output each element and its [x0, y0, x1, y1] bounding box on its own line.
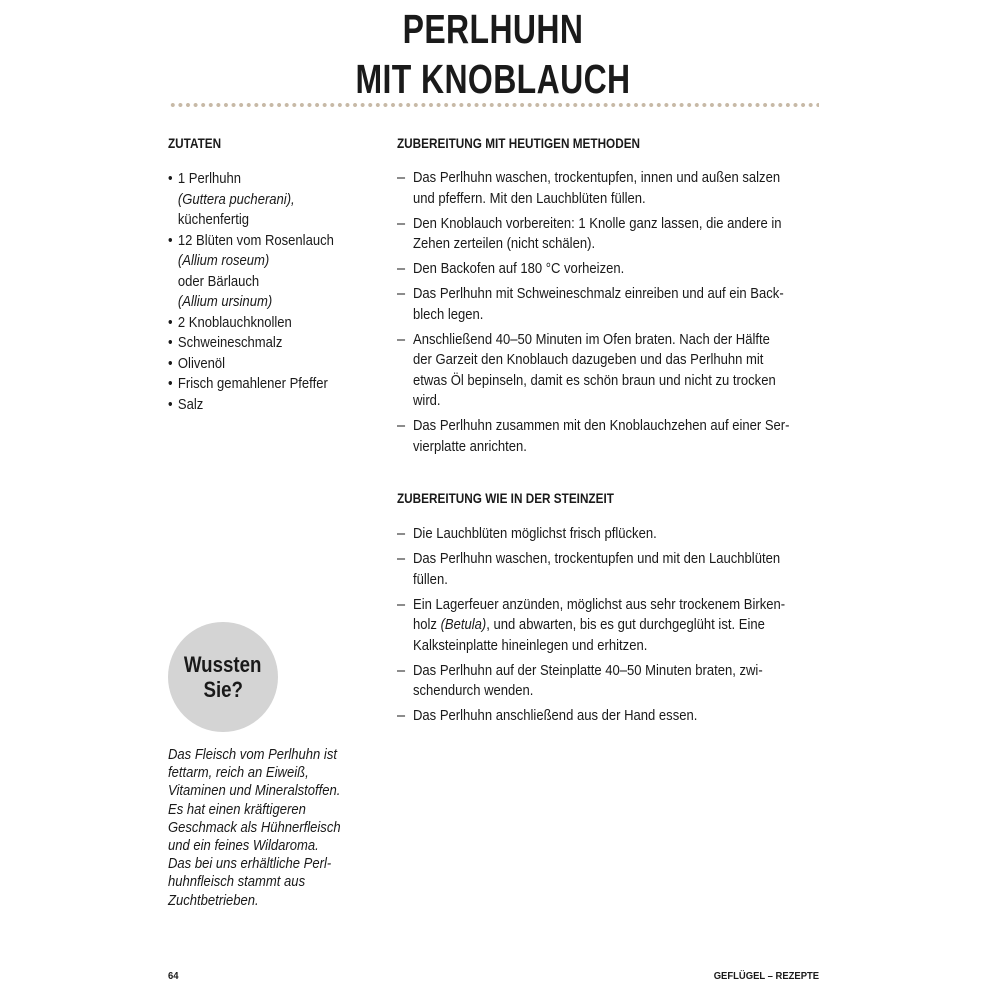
- step-item: [397, 524, 820, 545]
- title-line-2: MIT KNOBLAUCH: [355, 56, 631, 102]
- step-line: holz (Betula), und abwarten, bis es gut durchgeglüht ist. Eine: [413, 617, 765, 633]
- step-item: [397, 661, 820, 702]
- step-item: [397, 284, 820, 325]
- stoneage-method-heading: ZUBEREITUNG WIE IN DER STEINZEIT: [397, 490, 614, 506]
- modern-steps-list: [397, 168, 820, 462]
- ingredients-list: [168, 169, 368, 415]
- dash-marker: –: [397, 331, 406, 348]
- dash-marker: –: [397, 215, 406, 232]
- did-you-know-badge: [168, 622, 278, 732]
- ingredient-item: [168, 313, 348, 334]
- ingredient-text: Frisch gemahlener Pfeffer: [177, 376, 328, 392]
- bullet-icon: •: [168, 335, 173, 351]
- step-line: Den Knoblauch vorbereiten: 1 Knolle ganz lassen, die andere in: [413, 215, 782, 232]
- dash-marker: –: [397, 418, 406, 434]
- step-line: etwas Öl bepinseln, damit es schön braun und nicht zu trocken: [413, 372, 776, 389]
- step-line: schendurch wenden.: [413, 683, 534, 699]
- step-line: Das Perlhuhn mit Schweineschmalz einreiben und auf ein Back-: [413, 286, 784, 302]
- page-number: 64: [168, 970, 179, 982]
- section-label: GEFLÜGEL – REZEPTE: [713, 970, 819, 982]
- ingredient-subline: (Allium roseum): [177, 253, 270, 269]
- fact-line: Das bei uns erhältliche Perl-: [168, 856, 332, 873]
- ingredients-heading: ZUTATEN: [168, 135, 222, 151]
- dash-marker: –: [397, 261, 406, 277]
- ingredient-item: [168, 395, 348, 416]
- ingredient-text: Schweineschmalz: [177, 335, 283, 351]
- step-line: Ein Lagerfeuer anzünden, möglichst aus sehr trockenem Birken-: [413, 596, 786, 613]
- modern-method-heading: ZUBEREITUNG MIT HEUTIGEN METHODEN: [397, 135, 641, 151]
- dotted-divider: [169, 102, 819, 108]
- ingredient-subline: küchenfertig: [177, 212, 249, 228]
- ingredient-item: [168, 231, 348, 313]
- ingredient-item: [168, 333, 348, 354]
- step-item: [397, 595, 820, 657]
- stoneage-steps-list: [397, 524, 820, 731]
- dash-marker: –: [397, 170, 406, 186]
- step-line: Das Perlhuhn waschen, trockentupfen, innen und außen salzen: [413, 170, 781, 186]
- ingredient-text: Salz: [177, 396, 204, 413]
- step-line: blech legen.: [413, 306, 484, 323]
- step-line: der Garzeit den Knoblauch dazugeben und das Perlhuhn mit: [413, 352, 764, 368]
- ingredient-text: Olivenöl: [177, 355, 226, 372]
- fact-line: und ein feines Wildaroma.: [168, 838, 319, 855]
- fact-line: huhnfleisch stammt aus: [168, 874, 306, 891]
- fact-line: fettarm, reich an Eiweiß,: [168, 765, 309, 782]
- step-line: Zehen zerteilen (nicht schälen).: [413, 236, 596, 252]
- fact-line: Das Fleisch vom Perlhuhn ist: [168, 747, 337, 763]
- step-line: füllen.: [413, 571, 448, 588]
- badge-line-2: Sie?: [203, 677, 243, 702]
- step-item: [397, 330, 820, 412]
- dash-marker: –: [397, 551, 406, 567]
- step-line: Das Perlhuhn auf der Steinplatte 40–50 Minuten braten, zwi-: [413, 662, 763, 679]
- ingredient-item: [168, 169, 348, 231]
- step-line: Das Perlhuhn zusammen mit den Knoblauchzehen auf einer Ser-: [413, 418, 790, 434]
- ingredient-subline: oder Bärlauch: [177, 273, 260, 290]
- ingredient-text: 1 Perlhuhn: [177, 171, 242, 187]
- bullet-icon: •: [168, 355, 173, 372]
- ingredient-text: 12 Blüten vom Rosenlauch: [177, 232, 334, 249]
- dash-marker: –: [397, 526, 406, 542]
- step-line: vierplatte anrichten.: [413, 438, 527, 455]
- step-item: [397, 168, 820, 209]
- step-line: Anschließend 40–50 Minuten im Ofen braten. Nach der Hälfte: [413, 331, 770, 348]
- ingredient-text: 2 Knoblauchknollen: [177, 314, 292, 331]
- fact-line: Es hat einen kräftigeren: [168, 801, 306, 818]
- dash-marker: –: [397, 286, 406, 302]
- badge-line-1: Wussten: [184, 652, 262, 677]
- dash-marker: –: [397, 662, 406, 679]
- ingredient-subline: (Allium ursinum): [177, 294, 273, 310]
- bullet-icon: •: [168, 314, 173, 331]
- ingredient-item: [168, 374, 348, 395]
- step-item: [397, 416, 820, 457]
- step-line: Den Backofen auf 180 °C vorheizen.: [413, 261, 625, 277]
- step-item: [397, 549, 820, 590]
- step-item: [397, 214, 820, 255]
- ingredient-item: [168, 354, 348, 375]
- page-title: [108, 4, 877, 104]
- step-item: [397, 259, 820, 280]
- title-line-1: PERLHUHN: [402, 6, 584, 52]
- fact-line: Zuchtbetrieben.: [168, 892, 259, 909]
- step-line: Das Perlhuhn waschen, trockentupfen und mit den Lauchblüten: [413, 551, 781, 567]
- dash-marker: –: [397, 708, 406, 724]
- step-line: Kalksteinplatte hineinlegen und erhitzen.: [413, 637, 648, 654]
- step-item: [397, 706, 820, 727]
- fact-line: Geschmack als Hühnerfleisch: [168, 819, 341, 836]
- step-line: Die Lauchblüten möglichst frisch pflücken.: [413, 526, 657, 542]
- fact-line: Vitaminen und Mineralstoffen.: [168, 783, 341, 800]
- fact-text: [168, 746, 368, 910]
- latin-name: (Betula): [440, 617, 487, 633]
- bullet-icon: •: [168, 396, 173, 413]
- dash-marker: –: [397, 596, 406, 613]
- bullet-icon: •: [168, 376, 173, 392]
- bullet-icon: •: [168, 171, 173, 187]
- ingredient-subline: (Guttera pucherani),: [177, 191, 295, 208]
- step-line: Das Perlhuhn anschließend aus der Hand essen.: [413, 708, 698, 724]
- step-line: wird.: [413, 393, 441, 409]
- bullet-icon: •: [168, 232, 173, 249]
- step-line: und pfeffern. Mit den Lauchblüten füllen.: [413, 190, 646, 207]
